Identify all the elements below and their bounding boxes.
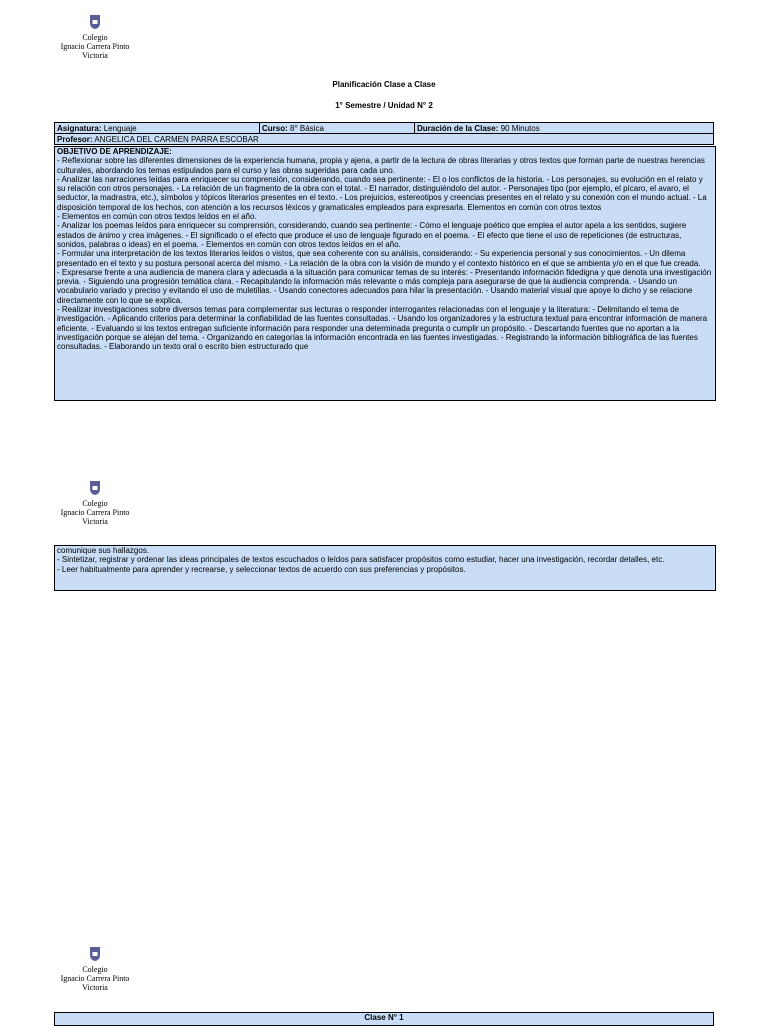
objective-item: - Reflexionar sobre las diferentes dimensiones de la experiencia humana, propia y ajena, a partir de la lectura de obras literarias y otros textos que forman parte de nuestras herencias culturales, abordando los temas estipulados para el curso y las obras sugeridas para cada uno. (57, 156, 705, 175)
school-line-2: Ignacio Carrera Pinto (60, 508, 130, 517)
school-header (50, 480, 140, 526)
school-shield-icon (89, 480, 101, 496)
objective-item: - Formular una interpretación de los textos literarios leídos o vistos, que sea coherente con su análisis, considerando: - Su experiencia personal y sus conocimientos. - Un dilema presentado en el texto y su postura personal acerca del mismo. - La relación de la obra con la visión de mundo y el contexto histórico en el que se ambienta y/o en el que fue creada. (57, 249, 701, 268)
objective-item: - Leer habitualmente para aprender y recrearse, y seleccionar textos de acuerdo con sus preferencias y propósitos. (57, 564, 466, 574)
school-line-3: Victoria (82, 517, 108, 526)
objective-item: - Analizar los poemas leídos para enriquecer su comprensión, considerando, cuando sea pertinente: - Cómo el lenguaje poético que emplea el autor apela a los sentidos, sugiere estados de ánimo y crea imágenes. - El significado o el efecto que produce el uso de lenguaje figurado en el poema. - El efecto que tiene el uso de repeticiones (de estructuras, sonidos, palabras o ideas) en el poema. - Elementos en común con otros textos leídos en el año. (57, 221, 687, 249)
profesor-cell: Profesor: ANGELICA DEL CARMEN PARRA ESCOBAR (55, 134, 714, 145)
school-shield-icon (89, 946, 101, 962)
school-shield-icon (89, 14, 101, 30)
school-line-1: Colegio (82, 33, 108, 42)
school-line-3: Victoria (82, 983, 108, 992)
objective-item: - Sintetizar, registrar y ordenar las ideas principales de textos escuchados o leídos para satisfacer propósitos como estudiar, hacer una investigación, recordar detalles, etc. (57, 555, 665, 565)
school-line-1: Colegio (82, 499, 108, 508)
school-line-1: Colegio (82, 965, 108, 974)
duracion-cell: Duración de la Clase: 90 Minutos (415, 123, 714, 134)
school-line-3: Victoria (82, 51, 108, 60)
school-line-2: Ignacio Carrera Pinto (60, 974, 130, 983)
objective-item: - Analizar las narraciones leídas para enriquecer su comprensión, considerando, cuando sea pertinente: - El o los conflictos de la historia. - Los personajes, su evolución en el relato y su relación con otros personajes. - La relación de un fragmento de la obra con el total. - El narrador, distinguiéndolo del autor. - Personajes tipo (por ejemplo, el pícaro, el avaro, el seductor, la madrastra, etc.), símbolos y tópicos literarios presentes en el texto. - Los prejuicios, estereotipos y creencias presentes en el relato y su conexión con el mundo actual. - La disposición temporal de los hechos, con atención a los recursos léxicos y gramaticales empleados para expresarla. Elementos en común con otros textos (57, 174, 707, 212)
school-header (50, 946, 140, 992)
objectives-heading: OBJETIVO DE APRENDIZAJE: (57, 147, 172, 156)
curso-cell: Curso: 8° Básica (260, 123, 415, 134)
document-subtitle: 1° Semestre / Unidad N° 2 (335, 101, 433, 110)
school-header (50, 14, 140, 60)
clase-header: Clase N° 1 (54, 1012, 714, 1026)
objective-item: comunique sus hallazgos. (57, 546, 150, 555)
document-title: Planificación Clase a Clase (332, 80, 436, 89)
school-line-2: Ignacio Carrera Pinto (60, 42, 130, 51)
objectives-box (54, 146, 716, 401)
objective-item: - Elementos en común con otros textos leídos en el año. (57, 212, 257, 222)
objective-item: - Realizar investigaciones sobre diversos temas para complementar sus lecturas o responder interrogantes relacionadas con el lenguaje y la literatura: - Delimitando el tema de investigación. - Aplicando criterios para determinar la confiabilidad de las fuentes consultadas. - Usando los organizadores y la estructura textual para encontrar información de manera eficiente. - Evaluando si los textos entregan suficiente información para responder una determinada pregunta o cumplir un propósito. - Descartando fuentes que no aportan a la investigación porque se alejan del tema. - Organizando en categorías la información encontrada en las fuentes investigadas. - Registrando la información bibliográfica de las fuentes consultadas. - Elaborando un texto oral o escrito bien estructurado que (57, 305, 708, 352)
asignatura-cell: Asignatura: Lenguaje (55, 123, 260, 134)
objective-item: - Expresarse frente a una audiencia de manera clara y adecuada a la situación para comunicar temas de su interés: - Presentando información fidedigna y que denota una investigación previa. - Siguiendo una progresión temática clara. - Recapitulando la información más relevante o más compleja para asegurarse de que la audiencia comprenda. - Usando un vocabulario variado y preciso y evitando el uso de muletillas. - Usando conectores adecuados para hilar la presentación. - Usando material visual que apoye lo dicho y se relacione directamente con lo que se explica. (57, 267, 712, 305)
objectives-continuation-box (54, 545, 716, 591)
class-info-table (54, 122, 714, 145)
